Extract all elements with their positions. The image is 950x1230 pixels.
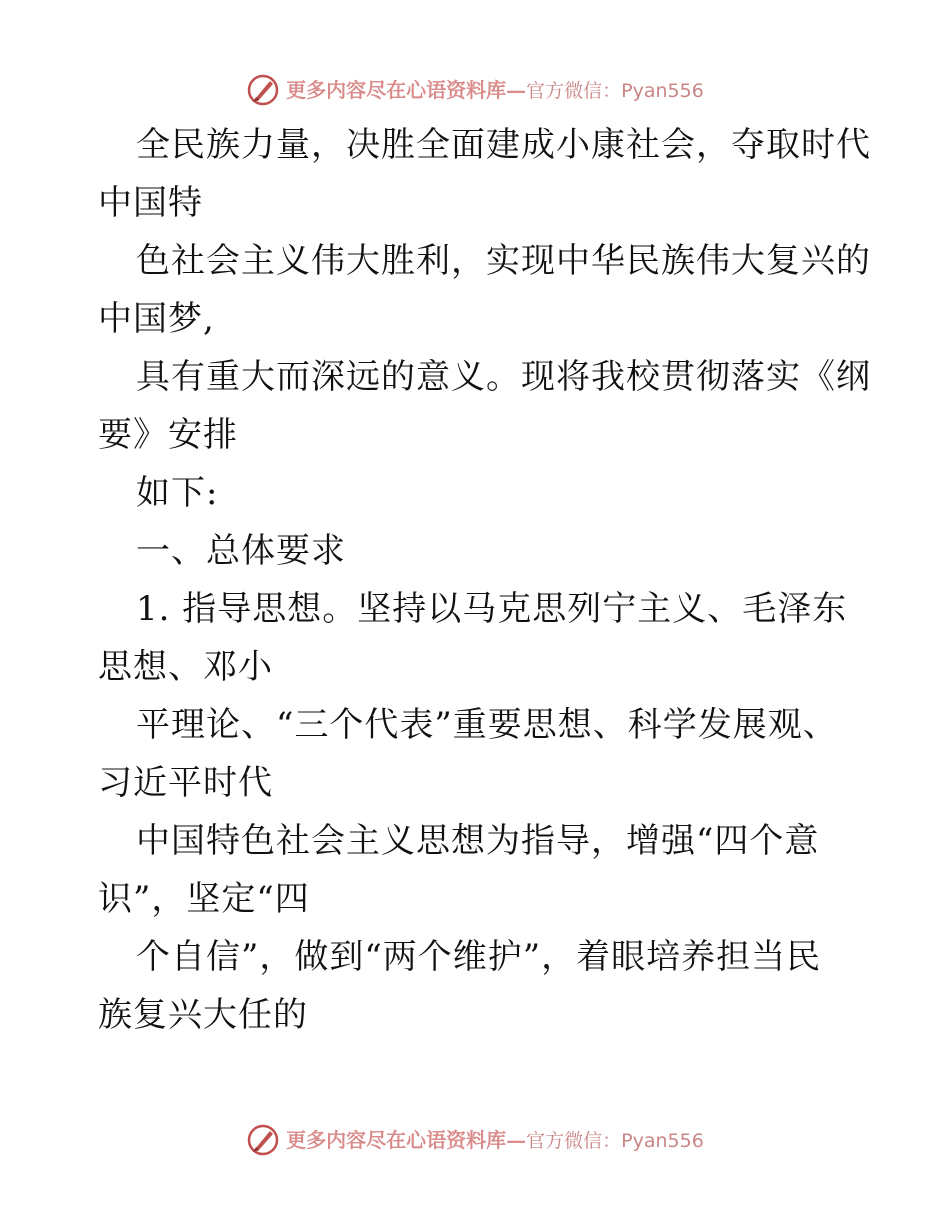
text-line: 具有重大而深远的意义。现将我校贯彻落实《纲 (136, 357, 871, 397)
text-line: 习近平时代 (98, 763, 273, 803)
footer-watermark (0, 1120, 950, 1160)
quill-logo-icon (246, 73, 280, 107)
text-line: 个自信”，做到“两个维护”，着眼培养担当民 (136, 937, 822, 977)
quill-logo-icon (246, 1123, 280, 1157)
text-line: 色社会主义伟大胜利，实现中华民族伟大复兴的 (136, 241, 871, 281)
watermark-main-text: 更多内容尽在心语资料库— (286, 1127, 527, 1152)
text-line: 要》安排 (98, 415, 238, 455)
text-line: 全民族力量，决胜全面建成小康社会，夺取时代 (136, 125, 871, 165)
text-line: 中国特色社会主义思想为指导，增强“四个意 (136, 821, 820, 861)
text-line: 识”，坚定“四 (98, 879, 310, 919)
text-line: 思想、邓小 (98, 647, 273, 687)
watermark-main-text: 更多内容尽在心语资料库— (286, 77, 527, 102)
text-line: 平理论、“三个代表”重要思想、科学发展观、 (136, 705, 838, 745)
watermark-wechat-text: 官方微信：Pyan556 (526, 1129, 704, 1152)
text-line: 族复兴大任的 (98, 995, 308, 1035)
header-watermark (0, 70, 950, 110)
section-heading: 一、总体要求 (136, 531, 346, 571)
text-line: 中国梦, (98, 299, 215, 339)
text-line: 1. 指导思想。坚持以马克思列宁主义、毛泽东 (136, 589, 848, 629)
text-line: 中国特 (98, 183, 203, 223)
watermark-wechat-text: 官方微信：Pyan556 (526, 79, 704, 102)
document-body (98, 116, 871, 1044)
text-line: 如下: (136, 473, 219, 513)
